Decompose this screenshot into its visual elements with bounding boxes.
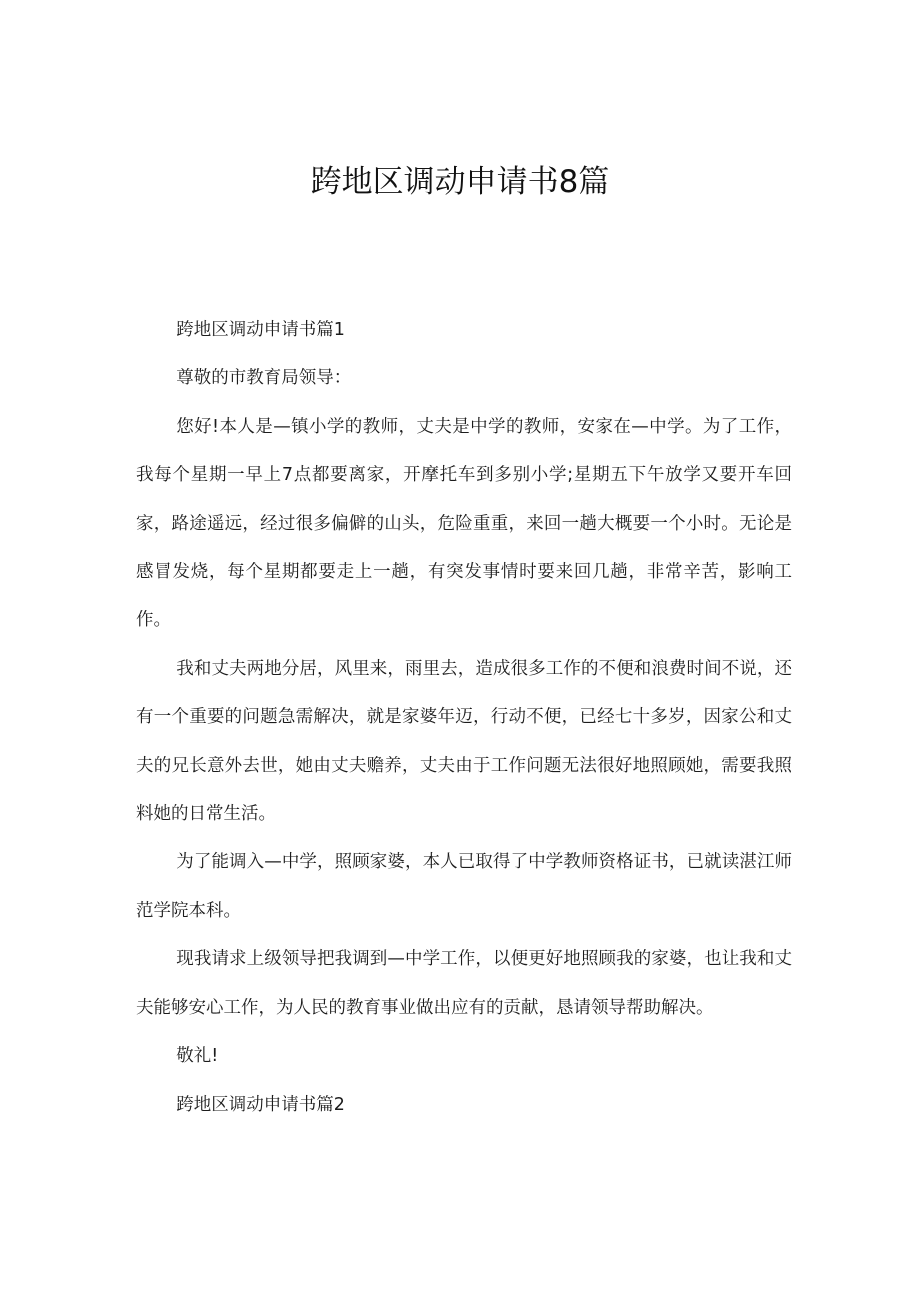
- body-paragraph: 您好!本人是—镇小学的教师，丈夫是中学的教师，安家在—中学。为了工作，我每个星期一早上7点都要离家，开摩托车到多别小学;星期五下午放学又要开车回家，路途遥远，经过很多偏僻的山头，危险重重，来回一趟大概要一个小时。无论是感冒发烧，每个星期都要走上一趟，有突发事情时要来回几趟，非常辛苦，影响工作。: [136, 416, 792, 631]
- document-body: [136, 306, 792, 1129]
- document-title: 跨地区调动申请书8篇: [310, 164, 610, 200]
- section-heading-1: 跨地区调动申请书篇1: [176, 320, 345, 340]
- section-heading-2: 跨地区调动申请书篇2: [176, 1094, 345, 1115]
- closing: 敬礼!: [176, 1046, 219, 1067]
- body-paragraph: 我和丈夫两地分居，风里来，雨里去，造成很多工作的不便和浪费时间不说，还有一个重要的问题急需解决，就是家婆年迈，行动不便，已经七十多岁，因家公和丈夫的兄长意外去世，她由丈夫赡养，丈夫由于工作问题无法很好地照顾她，需要我照料她的日常生活。: [136, 658, 792, 825]
- salutation: 尊敬的市教育局领导：: [176, 368, 352, 389]
- body-paragraph: 为了能调入—中学，照顾家婆，本人已取得了中学教师资格证书，已就读湛江师范学院本科。: [136, 852, 792, 921]
- body-paragraph: 现我请求上级领导把我调到—中学工作，以便更好地照顾我的家婆，也让我和丈夫能够安心工作，为人民的教育事业做出应有的贡献，恳请领导帮助解决。: [136, 949, 792, 1018]
